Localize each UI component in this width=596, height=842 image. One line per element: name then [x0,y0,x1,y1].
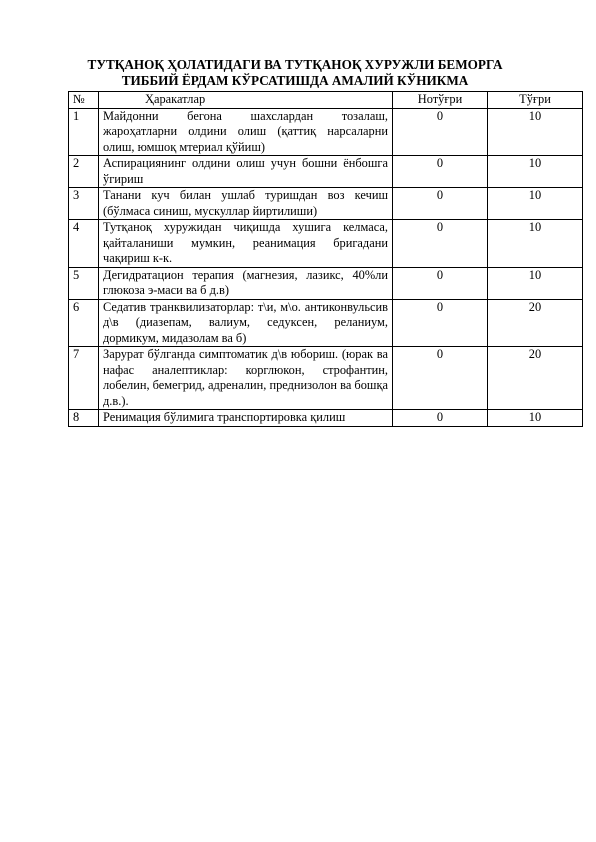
table-row [69,410,583,427]
table-row [69,108,583,156]
row-action: Майдонни бегона шахслардан тозалаш, жароҳатларни олдини олиш (қаттиқ нарсаларни олиш, юмшоқ мтериал қўйиш) [99,108,393,156]
row-number: 4 [69,220,99,268]
row-action: Танани куч билан ушлаб туришдан воз кечиш (бўлмаса синиш, мускуллар йиртилиши) [99,188,393,220]
row-wrong-score: 0 [393,188,488,220]
table-row [69,156,583,188]
row-number: 6 [69,299,99,347]
header-number: № [69,92,99,109]
row-right-score: 10 [488,188,583,220]
row-wrong-score: 0 [393,347,488,410]
row-wrong-score: 0 [393,156,488,188]
row-number: 1 [69,108,99,156]
row-right-score: 20 [488,299,583,347]
row-right-score: 10 [488,156,583,188]
table-row [69,347,583,410]
document-title [60,57,530,89]
row-number: 7 [69,347,99,410]
row-right-score: 10 [488,220,583,268]
row-wrong-score: 0 [393,267,488,299]
row-right-score: 10 [488,108,583,156]
row-right-score: 10 [488,267,583,299]
row-number: 8 [69,410,99,427]
header-wrong: Нотўғри [393,92,488,109]
title-line-1: ТУТҚАНОҚ ҲОЛАТИДАГИ ВА ТУТҚАНОҚ ХУРУЖЛИ БЕМОРГА [87,57,503,72]
row-action: Аспирациянинг олдини олиш учун бошни ёнбошга ўгириш [99,156,393,188]
row-action: Седатив транквилизаторлар: т\и, м\о. антиконвульсив д\в (диазепам, валиум, седуксен, реланиум, дормикум, мидазолам ва б) [99,299,393,347]
row-number: 5 [69,267,99,299]
table-row [69,220,583,268]
row-action: Зарурат бўлганда симптоматик д\в юбориш. (юрак ва нафас аналептиклар: корглюкон, строфантин, лобелин, бемегрид, адреналин, преднизолон ва бошқа д.в.). [99,347,393,410]
row-right-score: 10 [488,410,583,427]
header-right: Тўғри [488,92,583,109]
row-number: 2 [69,156,99,188]
header-actions: Ҳаракатлар [99,92,393,109]
row-action: Ренимация бўлимига транспортировка қилиш [99,410,393,427]
title-line-2: ТИББИЙ ЁРДАМ КЎРСАТИШДА АМАЛИЙ КЎНИКМА [121,73,469,88]
row-action: Дегидратацион терапия (магнезия, лазикс, 40%ли глюкоза э-маси ва б д.в) [99,267,393,299]
table-row [69,299,583,347]
skills-table [68,91,583,427]
table-header-row [69,92,583,109]
row-wrong-score: 0 [393,108,488,156]
table-row [69,267,583,299]
row-number: 3 [69,188,99,220]
row-action: Тутқаноқ хуружидан чиқишда хушига келмаса, қайталаниши мумкин, реанимация бригадани чақириш к-к. [99,220,393,268]
row-wrong-score: 0 [393,410,488,427]
row-wrong-score: 0 [393,220,488,268]
row-wrong-score: 0 [393,299,488,347]
table-row [69,188,583,220]
row-right-score: 20 [488,347,583,410]
